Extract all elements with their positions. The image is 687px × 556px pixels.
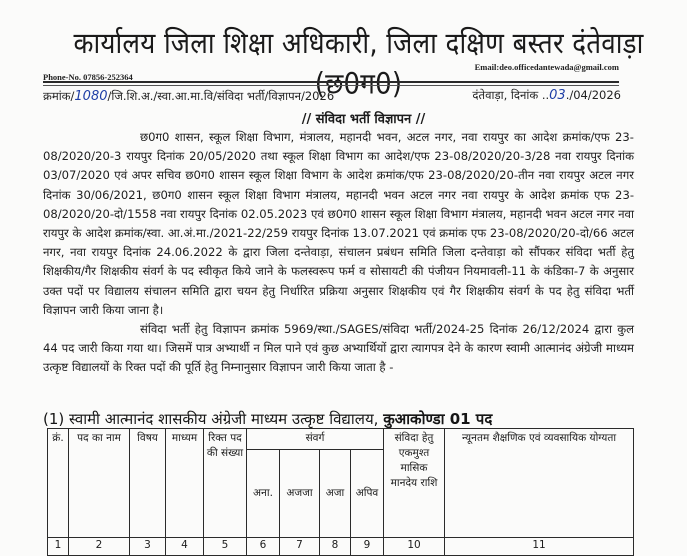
date-rest: ./04/2026 [565, 88, 621, 102]
col-unreserved: अना. [247, 450, 280, 538]
section-heading [43, 409, 492, 429]
col-qualification: न्यूनतम शैक्षणिक एवं व्यवसायिक योग्यता [445, 429, 634, 538]
vacancy-table [47, 428, 634, 556]
col-number: 4 [166, 538, 204, 556]
office-email: Email:deo.officedantewada@gmail.com [474, 62, 619, 72]
place-date [472, 88, 621, 103]
col-number: 11 [445, 538, 634, 556]
reference-number [43, 89, 334, 104]
header-rule-thin [43, 85, 619, 86]
paragraph-advertisement: संविदा भर्ती हेतु विज्ञापन क्रमांक 5969/स्था./SAGES/संविदा भर्ती/2024-25 दिनांक 26/12/2024 द्वारा कुल 44 पद जारी किया गया था। जिसमें पात्र अभ्यार्थी न मिल पाने एवं कुछ अभ्यार्थियों द्वारा त्यागपत्र देने के कारण स्वामी आत्मानंद अंग्रेजी माध्यम उत्कृष्ट विद्यालयों के रिक्त पदों की पूर्ति हेतु निम्नानुसार विज्ञापन जारी किया जाता है - [43, 322, 634, 375]
reference-suffix: /जि.शि.अ./स्वा.आ.मा.वि/संविदा भर्ती/विज्ञापन/2026 [107, 89, 335, 103]
col-medium: माध्यम [166, 429, 204, 538]
col-pay: संविदा हेतु एकमुश्त मासिक मानदेय राशि [384, 429, 445, 538]
table-row-column-numbers [48, 538, 634, 556]
office-phone: Phone-No. 07856-252364 [43, 72, 133, 82]
notice-body [43, 128, 634, 378]
col-category-group: संवर्ग [247, 429, 384, 450]
col-number: 3 [130, 538, 166, 556]
col-number: 8 [320, 538, 351, 556]
date-day-handwritten: 03 [549, 88, 566, 103]
section-school: कुआकोण्डा 01 पद [383, 410, 493, 428]
paragraph-orders: छ0ग0 शासन, स्कूल शिक्षा विभाग, मंत्रालय, महानदी भवन, अटल नगर, नवा रायपुर का आदेश क्रमांक/एफ 23-08/2020/20-3 रायपुर दिनांक 20/05/2020 तथा स्कूल शिक्षा विभाग का आदेश/एफ 23-08/2020/20-3/28 नवा रायपुर दिनांक 03/07/2020 एवं अपर सचिव छ0ग0 शासन स्कूल शिक्षा विभाग के आदेश क्रमांक/एफ 23-08/2020/20-तीन नवा रायपुर अटल नगर दिनांक 30/06/2021, छ0ग0 शासन स्कूल शिक्षा विभाग मंत्रालय, महानदी भवन अटल नगर नवा रायपुर के आदेश क्रमांक एफ 23-08/2020/20-दो/1558 नवा रायपुर दिनांक 02.05.2023 एवं छ0ग0 शासन स्कूल शिक्षा विभाग मंत्रालय, महानदी भवन अटल नगर नवा रायपुर के आदेश क्रमांक/स्वा. आ.अं.मा./2021-22/259 रायपुर दिनांक 13.07.2021 एवं क्रमांक एफ 23-08/2020/20-दो/66 अटल नगर, नवा रायपुर दिनांक 24.06.2022 के द्वारा जिला दन्तेवाड़ा, संचालन प्रबंधन समिति जिला दन्तेवाड़ा को सौंपकर संविदा भर्ती हेतु शिक्षकीय/गैर शिक्षकीय संवर्ग के पद स्वीकृत किये जाने के फलस्वरूप फर्म व सोसायटी की पंजीयन नियमावली-11 के कंडिका-7 के अनुसार उक्त पदों पर विद्यालय संचालन समिति द्वारा चयन हेतु निर्धारित प्रक्रिया अनुसार शिक्षकीय एवं गैर शिक्षकीय संवर्ग के पद हेतु संविदा भर्ती विज्ञापन जारी किया जाना है। [43, 130, 634, 317]
col-number: 2 [69, 538, 130, 556]
col-sc: अजा [320, 450, 351, 538]
col-st: अजजा [280, 450, 320, 538]
section-label: (1) स्वामी आत्मानंद शासकीय अंग्रेजी माध्यम उत्कृष्ट विद्यालय, [43, 410, 379, 428]
reference-number-handwritten: 1080 [74, 89, 108, 104]
col-post: पद का नाम [69, 429, 130, 538]
col-obc: अपिव [351, 450, 384, 538]
col-number: 7 [280, 538, 320, 556]
col-vacancies: रिक्त पद की संख्या [204, 429, 247, 538]
col-number: 5 [204, 538, 247, 556]
reference-prefix: क्रमांक/ [43, 89, 75, 103]
col-sn: क्रं. [48, 429, 69, 538]
col-subject: विषय [130, 429, 166, 538]
col-number: 1 [48, 538, 69, 556]
col-number: 9 [351, 538, 384, 556]
office-title: कार्यालय जिला शिक्षा अधिकारी, जिला दक्षिण बस्तर दंतेवाड़ा (छ0ग0) [73, 27, 644, 102]
header-rule [43, 81, 619, 83]
notice-heading: // संविदा भर्ती विज्ञापन // [301, 112, 426, 127]
place-date-label: दंतेवाड़ा, दिनांक .. [472, 88, 550, 102]
col-number: 6 [247, 538, 280, 556]
col-number: 10 [384, 538, 445, 556]
